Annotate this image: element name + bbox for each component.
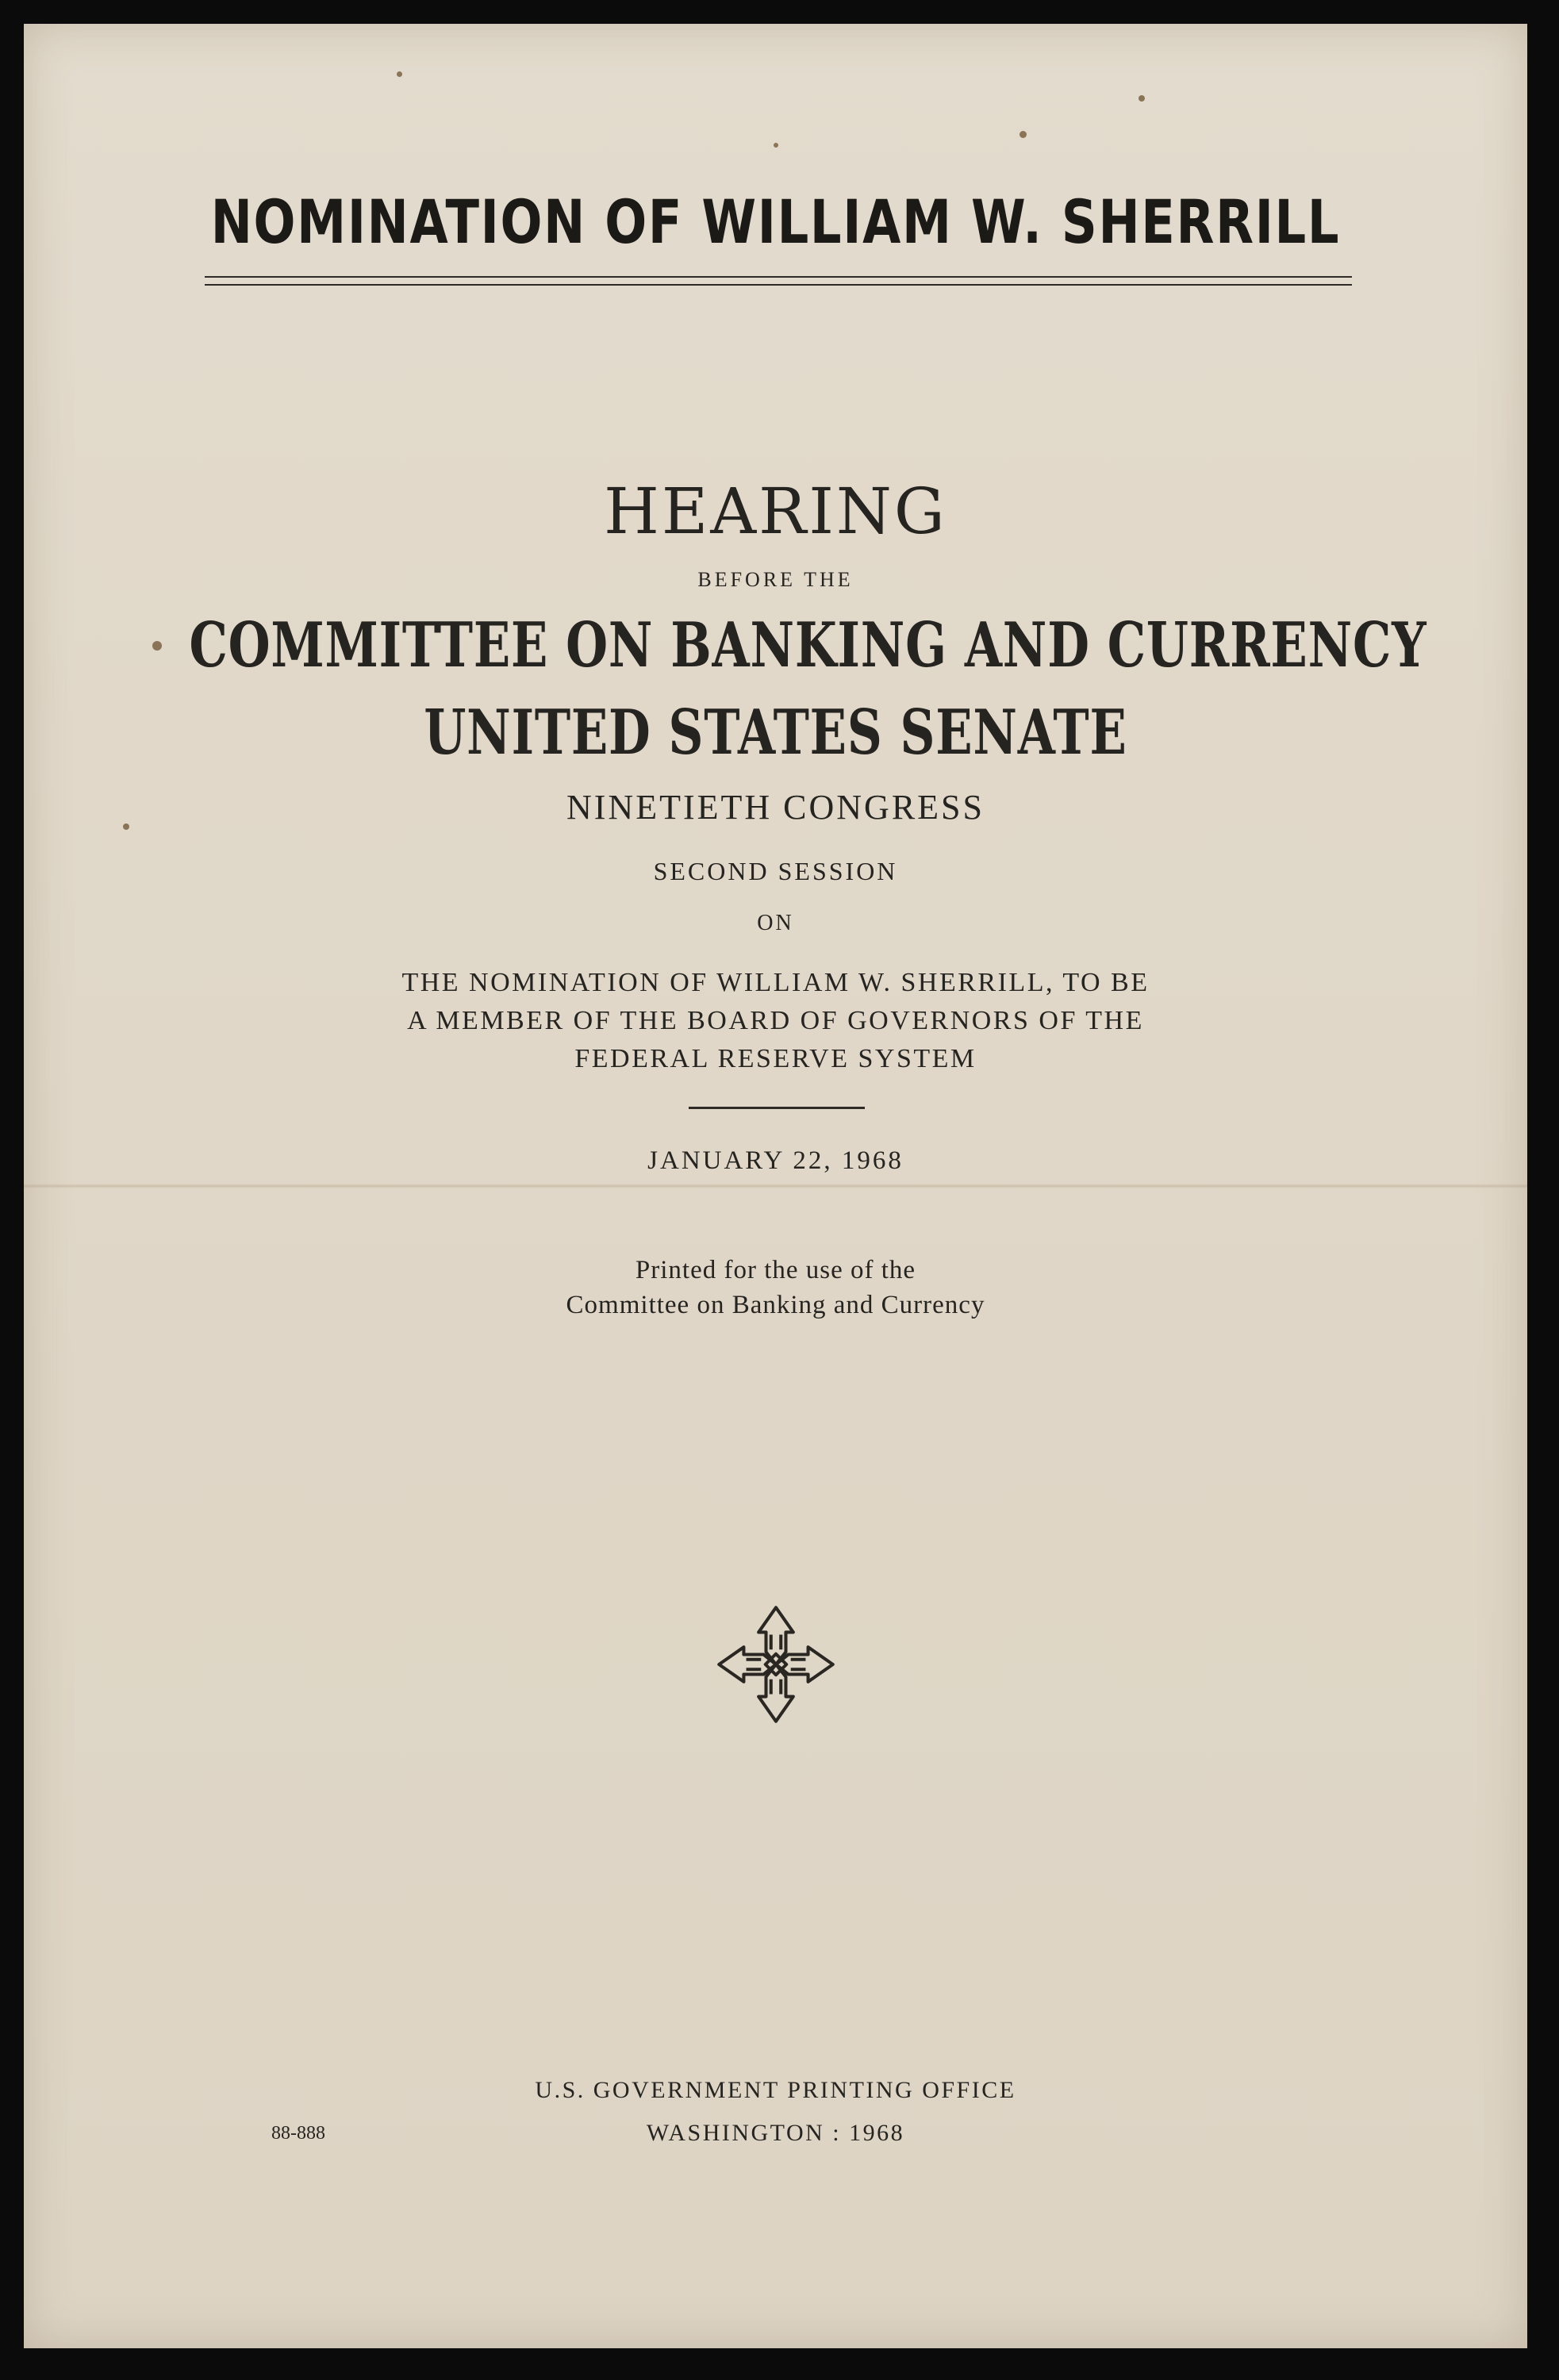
session-line: SECOND SESSION (653, 857, 898, 885)
senate-name: UNITED STATES SENATE (424, 697, 1127, 769)
paper-speck (774, 143, 778, 148)
paper-speck (1019, 131, 1027, 138)
subject-line: THE NOMINATION OF WILLIAM W. SHERRILL, TO BE (401, 968, 1150, 997)
paper-fold-crease (24, 1184, 1527, 1188)
printer-ornament-icon (714, 1603, 838, 1726)
document-title: NOMINATION OF WILLIAM W. SHERRILL (210, 186, 1341, 257)
hearing-heading: HEARING (604, 474, 947, 548)
date-separator-rule (689, 1107, 865, 1109)
job-number: 88-888 (271, 2123, 325, 2144)
printed-for-line: Committee on Banking and Currency (566, 1291, 985, 1319)
congress-line: NINETIETH CONGRESS (566, 788, 985, 827)
title-rule-lower (205, 284, 1352, 286)
before-the-line: BEFORE THE (697, 568, 854, 591)
document-page (24, 24, 1527, 2348)
publisher-line: U.S. GOVERNMENT PRINTING OFFICE (535, 2077, 1016, 2103)
paper-speck (1139, 95, 1145, 102)
printed-for-line: Printed for the use of the (635, 1256, 916, 1284)
subject-line: FEDERAL RESERVE SYSTEM (574, 1044, 977, 1073)
title-rule-upper (205, 276, 1352, 278)
paper-speck (397, 71, 402, 77)
paper-speck (152, 641, 162, 651)
subject-line: A MEMBER OF THE BOARD OF GOVERNORS OF THE (407, 1006, 1144, 1035)
committee-name: COMMITTEE ON BANKING AND CURRENCY (189, 609, 1427, 681)
hearing-date: JANUARY 22, 1968 (647, 1146, 904, 1175)
place-year-line: WASHINGTON : 1968 (646, 2120, 905, 2146)
on-line: ON (757, 911, 794, 935)
